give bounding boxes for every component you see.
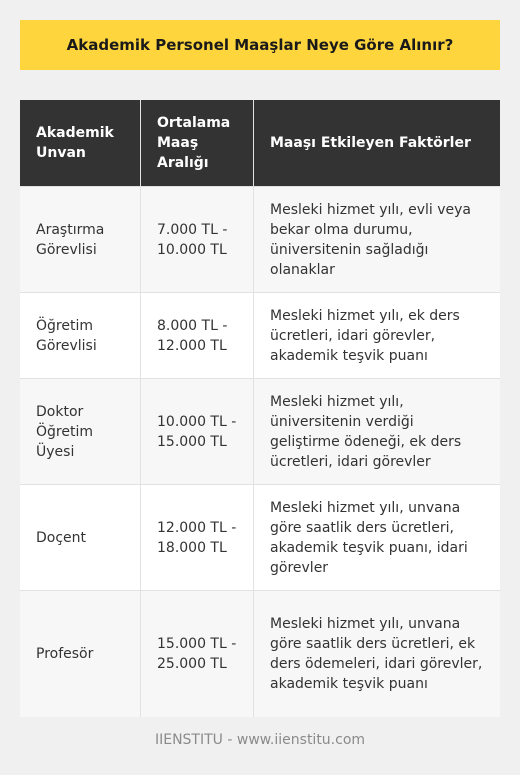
table-row <box>20 379 500 485</box>
table-row <box>20 187 500 293</box>
cell-academic-title: Öğretim Görevlisi <box>20 293 141 379</box>
cell-factors: Mesleki hizmet yılı, unvana göre saatlik ders ücretleri, akademik teşvik puanı, idari görevler <box>254 485 501 591</box>
cell-factors: Mesleki hizmet yılı, ek ders ücretleri, idari görevler, akademik teşvik puanı <box>254 293 501 379</box>
cell-salary-range: 7.000 TL - 10.000 TL <box>141 187 254 293</box>
table-row <box>20 293 500 379</box>
cell-factors: Mesleki hizmet yılı, evli veya bekar olma durumu, üniversitenin sağladığı olanaklar <box>254 187 501 293</box>
cell-academic-title: Doçent <box>20 485 141 591</box>
header-average-salary: Ortalama Maaş Aralığı <box>141 100 254 187</box>
table-row <box>20 591 500 717</box>
cell-academic-title: Profesör <box>20 591 141 717</box>
cell-salary-range: 15.000 TL - 25.000 TL <box>141 591 254 717</box>
cell-factors: Mesleki hizmet yılı, üniversitenin verdiği geliştirme ödeneği, ek ders ücretleri, idari görevler <box>254 379 501 485</box>
salary-table <box>20 100 500 717</box>
cell-factors: Mesleki hizmet yılı, unvana göre saatlik ders ücretleri, ek ders ödemeleri, idari görevler, akademik teşvik puanı <box>254 591 501 717</box>
header-academic-title: Akademik Unvan <box>20 100 141 187</box>
cell-academic-title: Araştırma Görevlisi <box>20 187 141 293</box>
cell-salary-range: 10.000 TL - 15.000 TL <box>141 379 254 485</box>
table-row <box>20 485 500 591</box>
table-header-row <box>20 100 500 187</box>
cell-salary-range: 12.000 TL - 18.000 TL <box>141 485 254 591</box>
page-title: Akademik Personel Maaşlar Neye Göre Alınır? <box>20 20 500 70</box>
header-salary-factors: Maaşı Etkileyen Faktörler <box>254 100 501 187</box>
footer-source: IIENSTITU - www.iienstitu.com <box>154 732 366 748</box>
cell-academic-title: Doktor Öğretim Üyesi <box>20 379 141 485</box>
cell-salary-range: 8.000 TL - 12.000 TL <box>141 293 254 379</box>
